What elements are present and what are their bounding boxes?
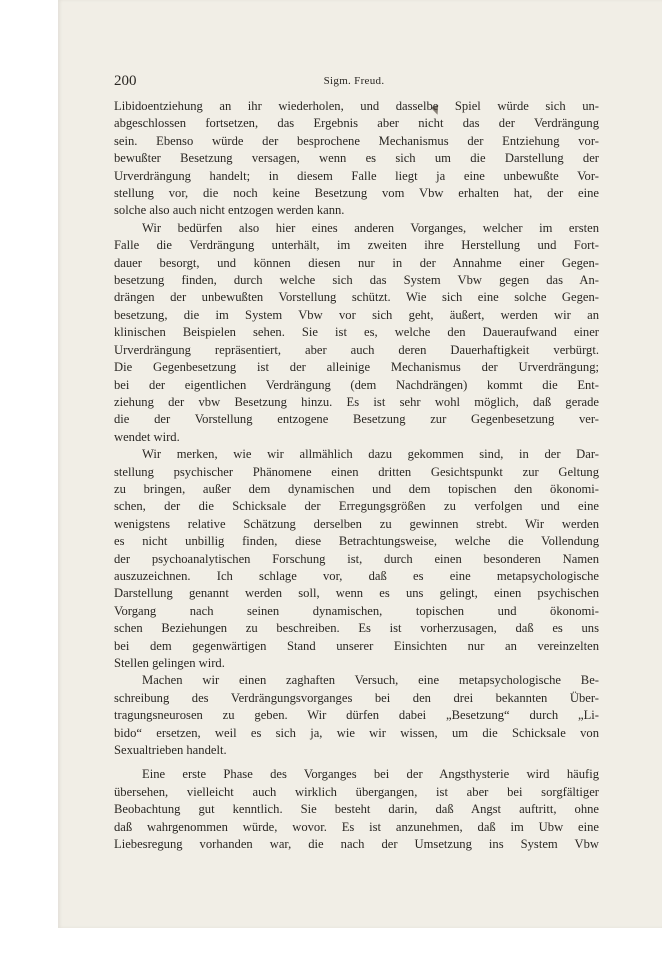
text-line: Wir merken, wie wir allmählich dazu gekommen sind, in der Dar- bbox=[142, 447, 599, 462]
text-line: drängen der unbewußten Vorstellung schützt. Wie sich eine solche Gegen- bbox=[114, 290, 599, 305]
text-line: Eine erste Phase des Vorganges bei der Angsthysterie wird häufig bbox=[142, 767, 599, 782]
text-line: auszuzeichnen. Ich schlage vor, daß es eine metapsychologische bbox=[114, 568, 599, 583]
text-line: tragungsneurosen zu geben. Wir dürfen dabei „Besetzung“ durch „Li- bbox=[114, 708, 599, 723]
text-line: zu bringen, außer dem dynamischen und dem topischen den ökonomi- bbox=[114, 481, 599, 496]
text-line: übersehen, vielleicht auch wirklich übergangen, ist aber bei sorgfältiger bbox=[114, 784, 599, 799]
text-line: Falle die Verdrängung unterhält, im zweiten ihre Herstellung und Fort- bbox=[114, 238, 599, 253]
paragraph-gap bbox=[114, 759, 599, 766]
text-line: bei der eigentlichen Verdrängung (dem Nachdrängen) kommt die Ent- bbox=[114, 377, 599, 392]
text-line: schen, der die Schicksale der Erregungsgrößen zu verfolgen und eine bbox=[114, 499, 599, 514]
text-line: Urverdrängung handelt; in diesem Falle liegt ja eine unbewußte Vor- bbox=[114, 168, 599, 183]
page-header bbox=[114, 73, 594, 93]
page-number: 200 bbox=[114, 73, 137, 89]
text-line: bido“ ersetzen, weil es sich ja, wie wir wissen, um die Schicksale von bbox=[114, 725, 599, 740]
text-line: daß wahrgenommen würde, wovor. Es ist anzunehmen, daß im Ubw eine bbox=[114, 819, 599, 834]
text-line: bei dem gegenwärtigen Stand unserer Einsichten nur an vereinzelten bbox=[114, 638, 599, 653]
text-line: sein. Ebenso würde der besprochene Mechanismus der Entziehung vor- bbox=[114, 133, 599, 148]
text-line: es nicht unbillig finden, diese Betrachtungsweise, welche die Vollendung bbox=[114, 534, 599, 549]
text-line: Darstellung genannt werden soll, wenn es uns gelingt, einen psychischen bbox=[114, 586, 599, 601]
text-line: ziehung der vbw Besetzung hinzu. Es ist sehr wohl möglich, daß gerade bbox=[114, 394, 599, 409]
text-line: solche also auch nicht entzogen werden kann. bbox=[114, 203, 345, 218]
text-line: Beobachtung gut kenntlich. Sie besteht darin, daß Angst auftritt, ohne bbox=[114, 802, 599, 817]
text-line: wenigstens relative Schätzung derselben zu gewinnen strebt. Wir werden bbox=[114, 516, 599, 531]
text-line: Die Gegenbesetzung ist der alleinige Mechanismus der Urverdrängung; bbox=[114, 360, 599, 375]
text-line: stellung vor, die noch keine Besetzung vom Vbw erhalten hat, der eine bbox=[114, 186, 599, 201]
text-line: klinischen Beispielen sehen. Sie ist es, welche den Daueraufwand einer bbox=[114, 325, 599, 340]
paragraph bbox=[114, 766, 599, 853]
text-line: die der Vorstellung entzogene Besetzung zur Gegenbesetzung ver- bbox=[114, 412, 599, 427]
text-line: Wir bedürfen also hier eines anderen Vorganges, welcher im ersten bbox=[142, 220, 599, 235]
text-line: besetzung, die im System Vbw vor sich geht, äußert, werden wir an bbox=[114, 307, 599, 322]
text-line: Stellen gelingen wird. bbox=[114, 656, 225, 670]
text-line: Libidoentziehung an ihr wiederholen, und dasselbe Spiel würde sich un- bbox=[114, 99, 599, 113]
text-line: dauer besorgt, und können diesen nur in der Annahme einer Gegen- bbox=[114, 255, 599, 270]
text-line: Liebesregung vorhanden war, die nach der Umsetzung ins System Vbw bbox=[114, 837, 599, 852]
text-line: besetzung finden, durch welche sich das System Vbw gegen das An- bbox=[114, 273, 599, 288]
text-line: Urverdrängung repräsentiert, aber auch deren Dauerhaftigkeit verbürgt. bbox=[114, 342, 599, 357]
text-line: Sexualtrieben handelt. bbox=[114, 743, 227, 758]
text-line: bewußter Besetzung versagen, wenn es sich um die Darstellung der bbox=[114, 151, 599, 166]
text-line: abgeschlossen fortsetzen, das Ergebnis aber nicht das der Verdrängung bbox=[114, 116, 599, 131]
paragraph bbox=[114, 672, 599, 759]
running-head: Sigm. Freud. bbox=[323, 75, 385, 87]
text-line: Machen wir einen zaghaften Versuch, eine metapsychologische Be- bbox=[142, 673, 599, 688]
text-line: der psychoanalytischen Forschung ist, durch einen besonderen Namen bbox=[114, 551, 599, 566]
text-line: Vorgang nach seinen dynamischen, topischen und ökonomi- bbox=[114, 603, 599, 618]
paragraph bbox=[114, 98, 599, 220]
text-line: stellung psychischer Phänomene einen dritten Gesichtspunkt zur Geltung bbox=[114, 464, 599, 479]
body-text bbox=[114, 98, 599, 853]
text-line: schreibung des Verdrängungsvorganges bei den drei bekannten Über- bbox=[114, 690, 599, 705]
text-line: schen Beziehungen zu beschreiben. Es ist vorherzusagen, daß es uns bbox=[114, 621, 599, 636]
paragraph bbox=[114, 446, 599, 672]
paragraph bbox=[114, 220, 599, 446]
text-line: wendet wird. bbox=[114, 429, 180, 444]
